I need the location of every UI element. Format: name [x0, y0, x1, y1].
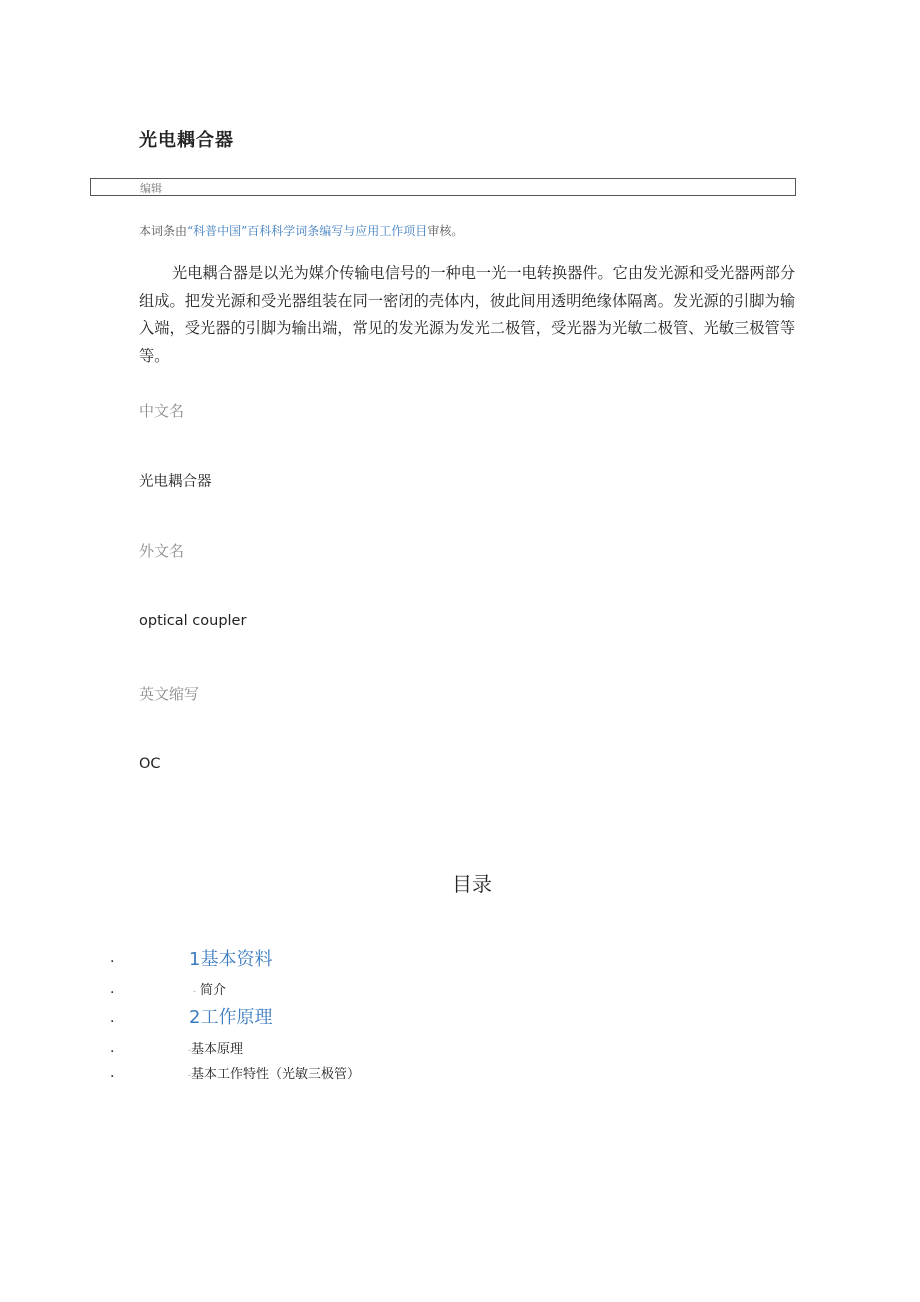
- toc-title: 目录: [452, 872, 492, 896]
- toc-item-label: 基本原理: [191, 1042, 244, 1057]
- review-suffix: 审核。: [427, 224, 464, 238]
- toc-bullet: .: [110, 1065, 115, 1081]
- toc-dash-icon: -: [193, 987, 197, 997]
- info-value-abbreviation: OC: [139, 756, 161, 772]
- summary-paragraph: 光电耦合器是以光为媒介传输电信号的一种电一光一电转换器件。它由发光源和受光器两部分组成。把发光源和受光器组装在同一密闭的壳体内，彼此间用透明绝缘体隔离。发光源的引脚为输入端，受光器的引脚为输出端，常见的发光源为发光二极管，受光器为光敏二极管、光敏三极管等等。: [139, 264, 795, 365]
- toc-bullet: .: [110, 950, 115, 966]
- edit-link[interactable]: 编辑: [140, 182, 162, 195]
- toc-dash-icon: -: [188, 1071, 192, 1081]
- edit-bar: [90, 178, 796, 196]
- info-value-foreign-name: optical coupler: [139, 613, 247, 629]
- review-project-link[interactable]: 百科科学词条编写与应用工作项目: [247, 224, 428, 238]
- toc-item-basic-info[interactable]: 1基本资料: [189, 949, 273, 970]
- review-prefix: 本词条由: [139, 224, 188, 238]
- toc-item-intro[interactable]: [193, 979, 226, 998]
- kepu-china-link[interactable]: “科普中国”: [187, 224, 248, 238]
- toc-item-working-characteristics[interactable]: [188, 1063, 360, 1082]
- toc-dash-icon: -: [188, 1046, 192, 1056]
- review-note: [139, 222, 463, 239]
- toc-item-label: 基本工作特性（光敏三极管）: [191, 1067, 361, 1082]
- toc-item-working-principle[interactable]: 2工作原理: [189, 1007, 273, 1028]
- toc-bullet: .: [110, 1010, 115, 1026]
- info-value-chinese-name: 光电耦合器: [139, 474, 212, 490]
- info-label-abbreviation: 英文缩写: [139, 685, 200, 703]
- toc-item-basic-principle[interactable]: [188, 1038, 243, 1057]
- info-label-chinese-name: 中文名: [139, 402, 185, 420]
- toc-bullet: .: [110, 1040, 115, 1056]
- info-label-foreign-name: 外文名: [139, 542, 185, 560]
- toc-bullet: .: [110, 981, 115, 997]
- page-title: 光电耦合器: [139, 130, 234, 151]
- toc-item-label: 简介: [200, 983, 227, 998]
